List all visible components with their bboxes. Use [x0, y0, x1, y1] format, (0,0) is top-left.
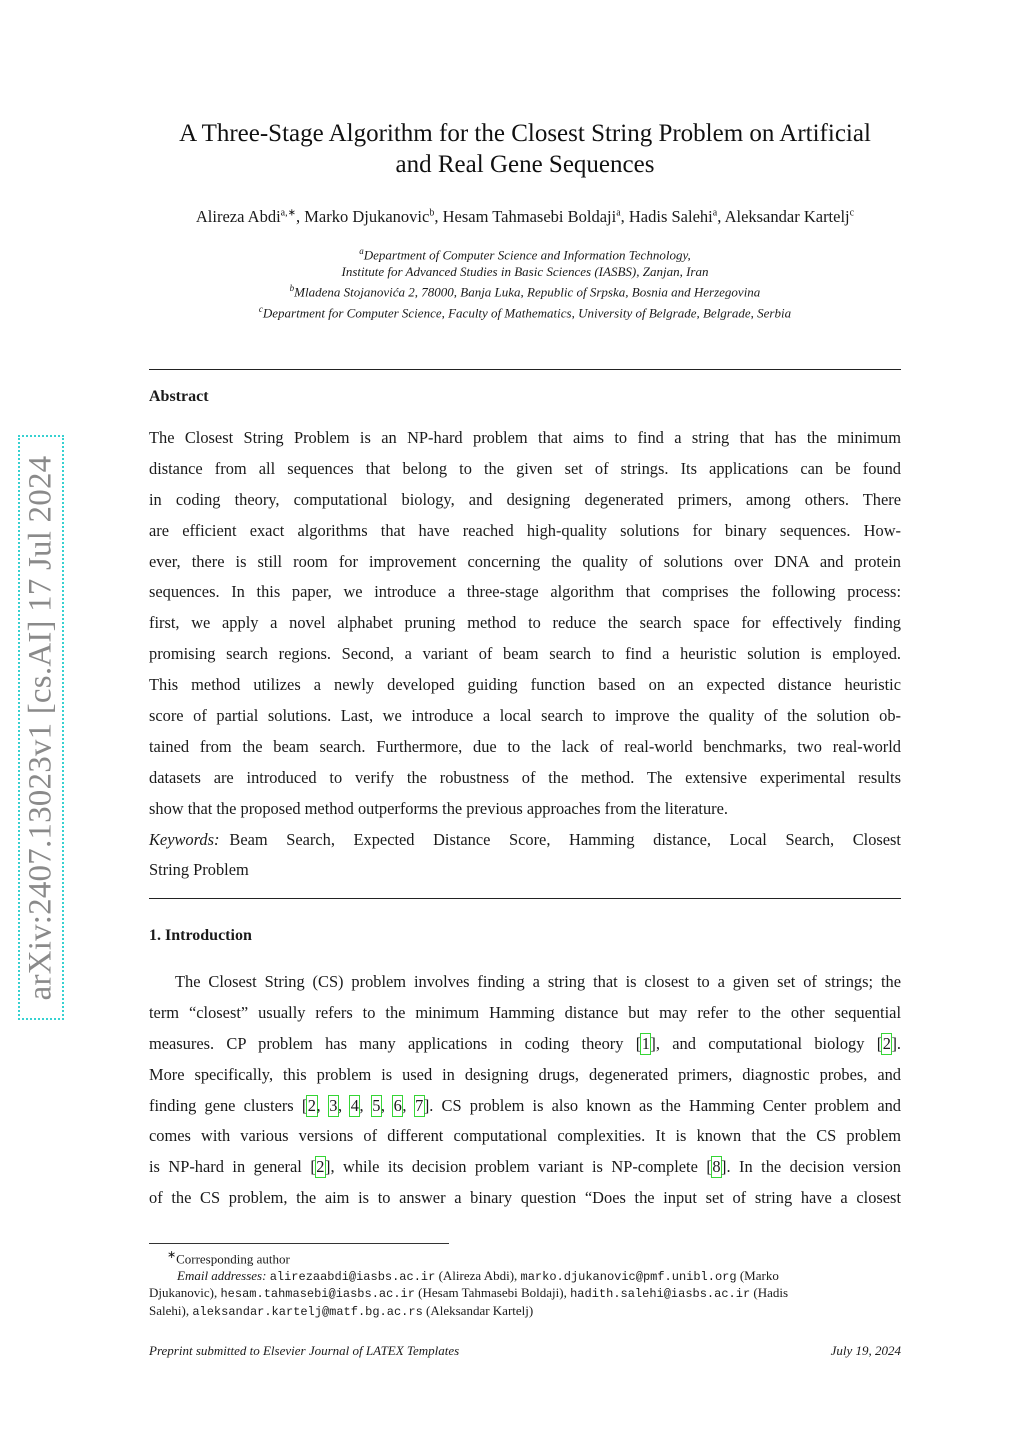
abstract-line: score of partial solutions. Last, we introduce a local search to improve the quality of the solution ob- [149, 706, 901, 726]
footer-journal: Preprint submitted to Elsevier Journal of LATEX Templates [149, 1343, 460, 1358]
citation-link[interactable]: 8 [712, 1157, 721, 1177]
section-heading-introduction: 1. Introduction [149, 927, 252, 944]
author-name: Hesam Tahmasebi Boldaji [442, 207, 617, 226]
abstract-line: sequences. In this paper, we introduce a three-stage algorithm that comprises the following process: [149, 582, 901, 602]
footnote-corresponding: ∗Corresponding author [167, 1249, 290, 1267]
introduction-body [149, 967, 901, 1214]
abstract-line: distance from all sequences that belong to the given set of strings. Its applications can be found [149, 458, 901, 478]
citation-link[interactable]: 2 [316, 1157, 325, 1177]
abstract-top-rule [149, 369, 901, 370]
intro-line: measures. CP problem has many applications in coding theory [1], and computational biology [2]. [149, 1033, 901, 1053]
affiliation-line: $^c$Department for Computer Science, Faculty of Mathematics, University of Belgrade, Belgrade, Serbia [258, 303, 792, 320]
intro-line: More specifically, this problem is used in designing drugs, degenerated primers, diagnostic probes, and [149, 1064, 901, 1084]
citation-link[interactable]: 7 [415, 1095, 424, 1115]
footer-date: July 19, 2024 [830, 1343, 901, 1358]
footnote-emails: Djukanovic), hesam.tahmasebi@iasbs.ac.ir (Hesam Tahmasebi Boldaji), hadith.salehi@iasbs.ac.ir (Hadis [149, 1285, 789, 1302]
title-line-2: and Real Gene Sequences [395, 151, 655, 178]
author-name: Alireza Abdi [195, 207, 281, 226]
abstract-line: datasets are introduced to verify the robustness of the method. The extensive experimental results [149, 767, 901, 787]
author-name: Hadis Salehi [628, 207, 713, 226]
citation-link[interactable]: 1 [641, 1033, 650, 1053]
intro-line: of the CS problem, the aim is to answer a binary question “Does the input set of string have a closest [149, 1188, 901, 1208]
intro-line: The Closest String (CS) problem involves finding a string that is closest to a given set of strings; the [175, 972, 901, 991]
abstract-line: tained from the beam search. Furthermore, due to the lack of real-world benchmarks, two real-world [149, 736, 901, 756]
author-name: Marko Djukanovic [304, 207, 430, 226]
abstract-line: This method utilizes a newly developed guiding function based on an expected distance heuristic [149, 675, 901, 695]
citation-link[interactable]: 5 [372, 1095, 381, 1115]
abstract-line: The Closest String Problem is an NP-hard problem that aims to find a string that has the minimum [149, 428, 901, 447]
intro-line: term “closest” usually refers to the minimum Hamming distance but may refer to the other sequential [149, 1002, 901, 1022]
footnote-emails: Email addresses: alirezaabdi@iasbs.ac.ir (Alireza Abdi), marko.djukanovic@pmf.unibl.org (Marko [177, 1267, 779, 1284]
email-link[interactable]: marko.djukanovic@pmf.unibl.org [520, 1269, 737, 1284]
author-affil-mark: b [429, 207, 435, 219]
keywords-text: Beam Search, Expected Distance Score, Hamming distance, Local Search, Closest [229, 829, 901, 849]
intro-line: is NP-hard in general [2], while its decision problem variant is NP-complete [8]. In the decision version [149, 1157, 901, 1177]
abstract-line: ever, there is still room for improvement concerning the quality of solutions over DNA and protein [149, 551, 901, 571]
keywords-label: Keywords: [149, 829, 220, 849]
arxiv-stamp[interactable] [18, 435, 64, 1020]
email-link[interactable]: hadith.salehi@iasbs.ac.ir [570, 1287, 751, 1302]
keywords-line-2: String Problem [149, 860, 249, 880]
citation-link[interactable]: 4 [350, 1095, 359, 1115]
abstract-line: in coding theory, computational biology, and designing degenerated primers, among others. There [149, 489, 901, 509]
footnote [149, 1247, 901, 1320]
footnote-rule [149, 1243, 449, 1244]
abstract-line: promising search regions. Second, a variant of beam search to find a heuristic solution is employed. [149, 644, 901, 664]
keywords-line [149, 825, 901, 856]
email-link[interactable]: aleksandar.kartelj@matf.bg.ac.rs [192, 1304, 423, 1319]
intro-line: finding gene clusters [2, 3, 4, 5, 6, 7]. CS problem is also known as the Hamming Center problem and [149, 1095, 901, 1115]
affiliation-line: Institute for Advanced Studies in Basic Sciences (IASBS), Zanjan, Iran [341, 263, 709, 279]
abstract-heading: Abstract [149, 388, 209, 405]
author-list: Alireza Abdi$^{a,∗}$, Marko Djukanovic$^b$, Hesam Tahmasebi Boldaji$^a$, Hadis Salehi$^a$, Aleksandar Kartelj$^c$ [195, 207, 855, 226]
author-name: Aleksandar Kartelj [724, 207, 850, 226]
intro-line: comes with various versions of different computational complexities. It is known that the CS problem [149, 1126, 901, 1146]
citation-link[interactable]: 6 [393, 1095, 402, 1115]
citation-link[interactable]: 3 [329, 1095, 338, 1115]
abstract-body [149, 423, 901, 886]
author-affil-mark: a [616, 207, 621, 219]
abstract-line: first, we apply a novel alphabet pruning method to reduce the search space for effectively finding [149, 613, 901, 633]
footnote-emails: Salehi), aleksandar.kartelj@matf.bg.ac.rs (Aleksandar Kartelj) [149, 1302, 534, 1319]
abstract-line: show that the proposed method outperforms the previous approaches from the literature. [149, 798, 728, 818]
affiliation-line: $^a$Department of Computer Science and Information Technology, [359, 246, 691, 263]
abstract-bottom-rule [149, 898, 901, 899]
email-link[interactable]: hesam.tahmasebi@iasbs.ac.ir [220, 1287, 415, 1302]
title-line-1: A Three-Stage Algorithm for the Closest String Problem on Artificial [179, 120, 871, 147]
email-link[interactable]: alirezaabdi@iasbs.ac.ir [269, 1269, 436, 1284]
author-affil-mark[interactable]: a,∗ [280, 207, 296, 219]
author-affil-mark: a [712, 207, 718, 219]
citation-link[interactable]: 2 [882, 1033, 891, 1053]
arxiv-identifier: arXiv:2407.13023v1 [cs.AI] 17 Jul 2024 [22, 455, 59, 1000]
affiliations [120, 243, 930, 321]
affiliation-line: $^b$Mladena Stojanovića 2, 78000, Banja Luka, Republic of Srpska, Bosnia and Herzegovina [289, 282, 761, 300]
citation-link[interactable]: 2 [307, 1095, 316, 1115]
author-affil-mark: c [849, 207, 855, 219]
paper-title [120, 118, 930, 180]
abstract-line: are efficient exact algorithms that have reached high-quality solutions for binary sequences. How- [149, 520, 901, 540]
